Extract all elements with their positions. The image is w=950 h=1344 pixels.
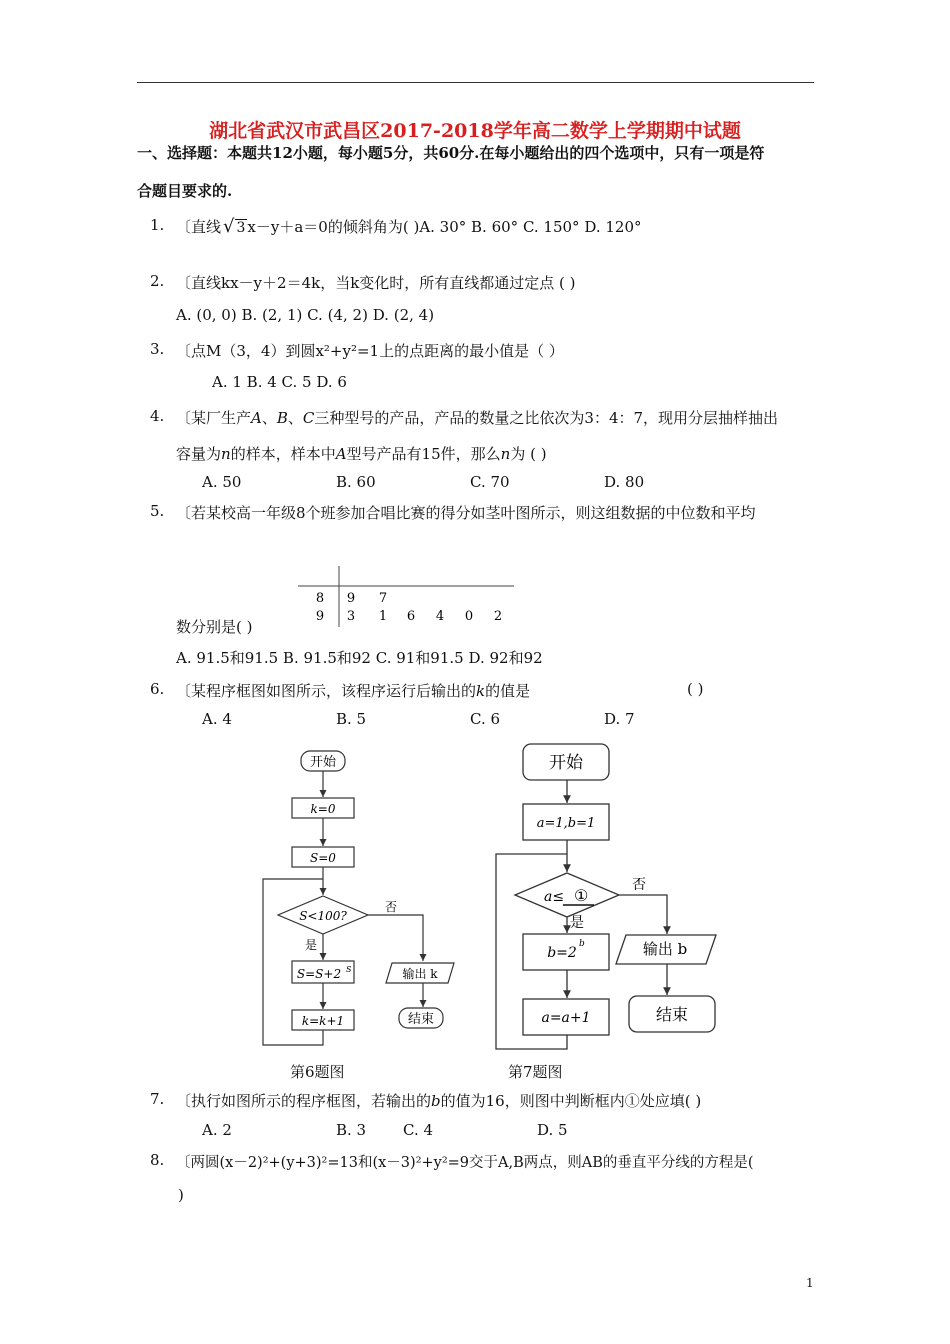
q3-stem: 〔点M（3，4）到圆x²+y²=1上的点距离的最小值是（ ） — [176, 342, 564, 360]
q3-options: A. 1 B. 4 C. 5 D. 6 — [212, 373, 347, 391]
fig7-end-label: 结束 — [655, 1005, 689, 1024]
fig6-caption: 第6题图 — [290, 1063, 345, 1081]
q6-number: 6. — [150, 680, 165, 698]
q6-option-b: B. 5 — [336, 710, 367, 728]
leaf-9-4: 4 — [435, 609, 445, 624]
q4-option-b: B. 60 — [336, 473, 376, 491]
q4-var-c: C — [302, 409, 315, 427]
q1-stem-pre: 〔直线 — [176, 218, 222, 236]
fig7-condition-label-b: ① — [574, 886, 589, 905]
fig6-update-s-label: S=S+2 — [296, 967, 342, 981]
q2-number: 2. — [150, 272, 165, 290]
section-instructions-line1: 一、选择题：本题共12小题，每小题5分，共60分.在每小题给出的四个选项中，只有一项是符 — [137, 144, 765, 162]
q7-option-a: A. 2 — [202, 1121, 232, 1139]
q5-line1: 〔若某校高一年级8个班参加合唱比赛的得分如茎叶图所示，则这组数据的中位数和平均 — [176, 504, 756, 522]
fig7-start-label: 开始 — [549, 753, 583, 773]
q1-stem — [176, 216, 642, 237]
q6-option-c: C. 6 — [470, 710, 501, 728]
fig6-no-branch — [368, 915, 423, 961]
leaf-8-1: 9 — [346, 591, 356, 606]
q2-stem: 〔直线kx－y＋2＝4k，当k变化时，所有直线都通过定点 ( ) — [176, 274, 576, 292]
q4-option-d: D. 80 — [604, 473, 645, 491]
section-instructions-line2: 合题目要求的. — [137, 182, 233, 200]
q4-number: 4. — [150, 407, 165, 425]
q4-var-a2: A — [335, 445, 347, 463]
q4-sep2: 、 — [287, 409, 303, 427]
q5-options: A. 91.5和91.5 B. 91.5和92 C. 91和91.5 D. 92和92 — [176, 649, 543, 667]
fig6-update-k-label: k=k+1 — [301, 1014, 345, 1028]
fig7-no-label: 否 — [632, 877, 646, 893]
stem-leaf-plot — [295, 565, 517, 629]
leaf-8-2: 7 — [378, 591, 388, 606]
flowchart-fig6 — [255, 745, 465, 1055]
q6-var-k: k — [476, 682, 486, 700]
q7-stem-b: 的值为16，则图中判断框内①处应填( ) — [440, 1092, 702, 1110]
fig7-no-branch — [619, 895, 667, 934]
q7-stem — [176, 1090, 701, 1111]
q5-number: 5. — [150, 502, 165, 520]
fig6-start-label: 开始 — [309, 755, 337, 770]
page-title: 湖北省武汉市武昌区2017-2018学年高二数学上学期期中试题 — [209, 120, 741, 142]
q1-radicand: 3 — [236, 220, 246, 236]
q4-line2-a: 容量为 — [176, 445, 222, 463]
q6-stem-a: 〔某程序框图如图所示，该程序运行后输出的 — [176, 682, 477, 700]
fig6-output-label: 输出 k — [402, 967, 438, 981]
q4-sep1: 、 — [261, 409, 277, 427]
fig7-output-label: 输出 b — [642, 940, 688, 958]
fig6-update-s-sup: S — [346, 965, 352, 974]
q4-var-a: A — [251, 409, 262, 427]
q7-var-b: b — [431, 1092, 441, 1110]
flowchart-fig7 — [490, 738, 730, 1056]
fig7-condition-label-a: a≤ — [544, 889, 565, 905]
fig7-condition-diamond — [515, 873, 619, 917]
leaf-9-2: 1 — [378, 609, 388, 624]
fig7-update-b-label: b=2 — [547, 945, 577, 961]
q7-stem-a: 〔执行如图所示的程序框图，若输出的 — [176, 1092, 432, 1110]
page-number: 1 — [806, 1276, 814, 1290]
q3-number: 3. — [150, 340, 165, 358]
fig7-caption: 第7题图 — [508, 1063, 563, 1081]
q4-var-n: n — [221, 445, 231, 463]
q4-line1 — [176, 407, 778, 428]
q4-var-n2: n — [500, 445, 511, 463]
leaf-9-1: 3 — [346, 609, 356, 624]
fig7-update-b-sup: b — [579, 939, 585, 949]
q4-line2 — [176, 443, 547, 464]
q4-line2-b: 的样本，样本中 — [230, 445, 336, 463]
q6-stem-b: 的值是 — [485, 682, 531, 700]
fig7-update-a-label: a=a+1 — [541, 1010, 591, 1026]
leaf-9-3: 6 — [406, 609, 416, 624]
q8-number: 8. — [150, 1151, 165, 1169]
leaf-9-5: 0 — [464, 609, 474, 624]
fig7-init-label: a=1,b=1 — [536, 816, 596, 831]
q2-options: A. (0, 0) B. (2, 1) C. (4, 2) D. (2, 4) — [176, 306, 435, 324]
q6-option-a: A. 4 — [202, 710, 232, 728]
stem-8: 8 — [315, 591, 325, 606]
q4-var-b: B — [276, 409, 288, 427]
q4-option-c: C. 70 — [470, 473, 510, 491]
q5-line2: 数分别是( ) — [176, 618, 253, 636]
fig6-k0-label: k=0 — [310, 802, 336, 816]
q6-option-d: D. 7 — [604, 710, 635, 728]
q7-option-c: C. 4 — [403, 1121, 434, 1139]
q4-line1-a: 〔某厂生产 — [176, 409, 252, 427]
q7-option-d: D. 5 — [537, 1121, 568, 1139]
sqrt-symbol: √ 3 — [223, 216, 246, 237]
header-rule — [137, 82, 814, 83]
fig6-no-label: 否 — [385, 900, 398, 914]
q1-number: 1. — [150, 216, 165, 234]
q8-line1: 〔两圆(x－2)²+(y+3)²=13和(x－3)²+y²=9交于A,B两点，则AB的垂直平分线的方程是( — [176, 1155, 754, 1171]
q6-answer-paren: ( ) — [687, 680, 704, 698]
stem-9: 9 — [315, 609, 325, 624]
q4-line1-b: 三种型号的产品，产品的数量之比依次为3：4：7，现用分层抽样抽出 — [314, 409, 779, 427]
fig7-yes-label: 是 — [570, 915, 584, 931]
q8-line2: ) — [178, 1186, 184, 1204]
q4-line2-c: 型号产品有15件，那么 — [346, 445, 501, 463]
fig6-condition-label: S<100? — [299, 909, 347, 923]
leaf-9-6: 2 — [493, 609, 503, 624]
fig6-end-label: 结束 — [407, 1012, 435, 1027]
q4-option-a: A. 50 — [202, 473, 242, 491]
q7-option-b: B. 3 — [336, 1121, 367, 1139]
q6-stem — [176, 680, 530, 701]
fig6-yes-label: 是 — [305, 938, 318, 952]
q4-line2-d: 为 ( ) — [510, 445, 547, 463]
fig6-s0-label: S=0 — [310, 851, 336, 865]
q7-number: 7. — [150, 1090, 165, 1108]
q1-stem-post: x－y＋a＝0的倾斜角为( )A. 30° B. 60° C. 150° D. 120° — [247, 218, 642, 236]
